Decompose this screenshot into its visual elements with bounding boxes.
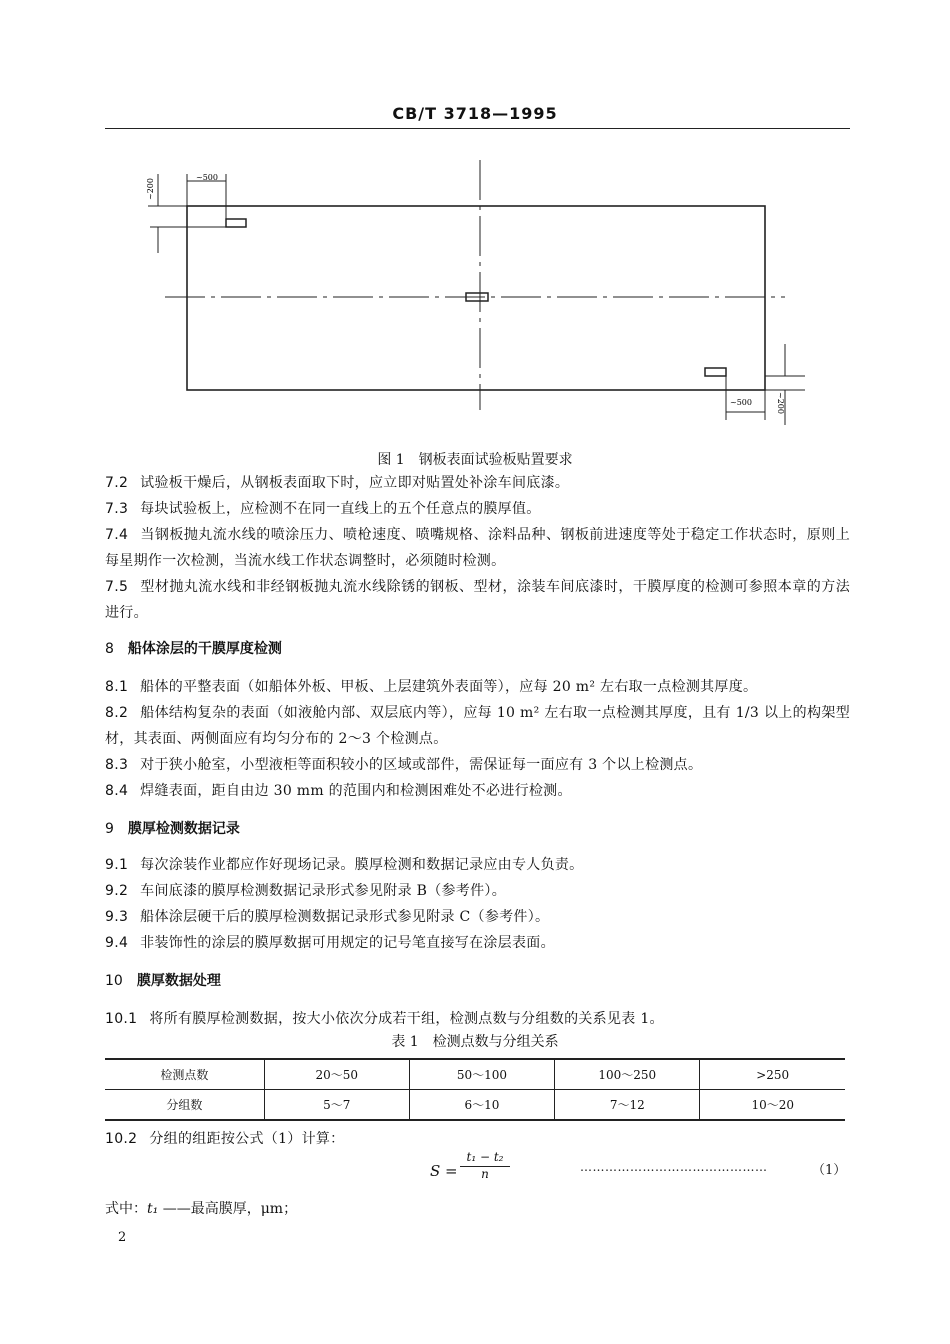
table-cell: 分组数 [166,1098,203,1112]
clause-9-3: 9.3 船体涂层硬干后的膜厚检测数据记录形式参见附录 C（参考件）。 [105,909,550,925]
clause-7-3: 7.3 每块试验板上，应检测不在同一直线上的五个任意点的膜厚值。 [105,501,541,517]
clause-9-1: 9.1 每次涂装作业都应作好现场记录。膜厚检测和数据记录应由专人负责。 [105,857,584,873]
clause-7-4: 7.4 当钢板抛丸流水线的喷涂压力、喷枪速度、喷嘴规格、涂料品种、钢板前进速度等处于稳定工作状态时，原则上每星期作一次检测，当流水线工作状态调整时，必须随时检测。 [105,527,850,569]
test-panel-top-left [226,219,246,227]
clause-10-1: 10.1 将所有膜厚检测数据，按大小依次分成若干组，检测点数与分组数的关系见表 1。 [105,1011,664,1027]
clause-8-1: 8.1 船体的平整表面（如船体外板、甲板、上层建筑外表面等），应每 20 m² 左右取一点检测其厚度。 [105,679,758,695]
clause-10-2: 10.2 分组的组距按公式（1）计算： [105,1131,345,1147]
clause-8-4: 8.4 焊缝表面，距自由边 30 mm 的范围内和检测困难处不必进行检测。 [105,783,572,799]
clause-7-2: 7.2 试验板干燥后，从钢板表面取下时，应立即对贴置处补涂车间底漆。 [105,475,570,491]
dim-label-width-bottom: ~500 [730,398,752,407]
formula-lhs: S = [430,1162,458,1180]
test-panel-bottom-right [705,368,726,376]
dim-label-height-right: ~200 [776,392,785,414]
table-cell: 50～100 [409,1059,554,1090]
steel-plate-outline [187,206,765,390]
plate-diagram [0,0,950,440]
section-10-heading: 10 膜厚数据处理 [105,973,221,989]
dim-label-width-top: ~500 [196,173,218,182]
table-row [105,1059,845,1090]
centerlines [165,160,785,410]
table-cell: 10～20 [700,1090,845,1121]
formula-number: （1） [812,1163,847,1178]
clause-9-2: 9.2 车间底漆的膜厚检测数据记录形式参见附录 B（参考件）。 [105,883,507,899]
table-cell: >250 [700,1059,845,1090]
clause-8-3: 8.3 对于狭小舱室，小型液柜等面积较小的区域或部件，需保证每一面应有 3 个以上检测点。 [105,757,703,773]
clause-8-2: 8.2 船体结构复杂的表面（如液舱内部、双层底内等），应每 10 m² 左右取一点检测其厚度，且有 1/3 以上的构架型材，其表面、两侧面应有均匀分布的 2～3 个检测点。 [105,705,850,747]
dim-label-height-left: ~200 [146,178,155,200]
clause-9-4: 9.4 非装饰性的涂层的膜厚数据可用规定的记号笔直接写在涂层表面。 [105,935,555,951]
table-row [105,1090,845,1121]
table-1-title: 表 1 检测点数与分组关系 [391,1034,559,1050]
table-1-groups [105,1058,845,1121]
figure-caption: 图 1 钢板表面试验板贴置要求 [377,452,573,468]
section-8-heading: 8 船体涂层的干膜厚度检测 [105,641,282,657]
formula-leader-dots: ……………………………………… [580,1160,768,1174]
standard-code: CB/T 3718—1995 [392,104,558,123]
formula-fraction [460,1150,510,1181]
page-number: 2 [118,1230,127,1245]
table-cell: 检测点数 [105,1059,264,1090]
section-9-heading: 9 膜厚检测数据记录 [105,821,240,837]
table-cell: 100～250 [555,1059,700,1090]
clause-7-5: 7.5 型材抛丸流水线和非经钢板抛丸流水线除锈的钢板、型材，涂装车间底漆时，干膜厚度的检测可参照本章的方法进行。 [105,579,850,621]
formula-numerator: t₁ − t₂ [460,1150,510,1167]
table-cell: 5～7 [264,1090,409,1121]
formula-where-clause: 式中：t₁ ——最高膜厚，μm； [105,1201,298,1217]
table-cell: 7～12 [555,1090,700,1121]
formula-denominator: n [481,1167,489,1181]
table-cell: 6～10 [409,1090,554,1121]
table-cell: 20～50 [264,1059,409,1090]
